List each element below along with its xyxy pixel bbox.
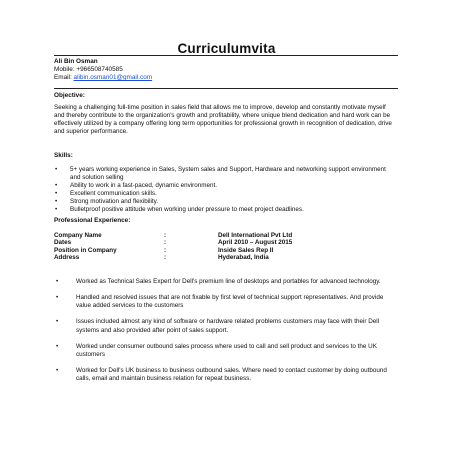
duty-text: Worked under consumer outbound sales process where used to call and sell product and services to the UK customers <box>76 342 377 358</box>
bullet-icon: • <box>55 182 58 190</box>
experience-details <box>54 232 398 261</box>
separator: : <box>164 253 167 261</box>
title-divider <box>54 55 398 56</box>
skill-text: Ability to work in a fast-paced, dynamic environment. <box>70 182 217 190</box>
bullet-icon: • <box>56 342 59 350</box>
duty-text: Worked for Dell's UK business to business outbound sales. Where need to contact customer by doing outbound calls, email and maintain business relation for repeat business. <box>76 367 387 383</box>
duty-item <box>54 367 398 383</box>
skill-item <box>54 198 398 206</box>
bullet-icon: • <box>56 294 59 302</box>
duty-text: Handled and resolved issues that are not fixable by first level of technical support representatives. And provide value added services to the customers <box>76 294 384 310</box>
contact-email-line <box>54 74 152 82</box>
experience-heading: Professional Experience: <box>54 217 131 224</box>
skill-item <box>54 182 398 190</box>
skill-item <box>54 190 398 198</box>
email-label: Email: <box>54 74 74 81</box>
skills-heading: Skills: <box>54 152 73 159</box>
separator: : <box>164 232 167 239</box>
company-name-value: Dell International Pvt Ltd <box>218 232 293 239</box>
position-label: Position in Company <box>54 246 117 254</box>
bullet-icon: • <box>55 206 58 214</box>
contact-divider <box>54 88 398 89</box>
duty-item <box>54 318 398 334</box>
objective-text: Seeking a challenging full-time position in sales field that allows me to improve, develop and constantly motivate myself and thereby contribute to the organization's growth and profitability, where unique blend dedication and hard work can be effectively utilized by a company offering long term opportunities for professional growth in recognition of dedication, drive and superior performance. <box>54 104 392 136</box>
experience-row <box>54 239 398 246</box>
experience-row <box>54 232 398 239</box>
experience-row <box>54 247 398 254</box>
address-value: Hyderabad, India <box>218 253 269 261</box>
duty-item <box>54 343 398 359</box>
email-link[interactable]: alibin.osman01@gmail.com <box>73 74 153 81</box>
position-value: Inside Sales Rep II <box>218 246 274 254</box>
experience-row <box>54 254 398 261</box>
bullet-icon: • <box>55 166 58 173</box>
skill-item <box>54 206 398 214</box>
skill-text: Bulletproof positive attitude when working under pressure to meet project deadlines. <box>70 206 304 214</box>
duty-text: Worked as Technical Sales Expert for Dell's premium line of desktops and portables for advanced technology. <box>76 278 381 285</box>
contact-name: Ali Bin Osman <box>54 58 98 65</box>
separator: : <box>164 246 167 254</box>
document-title: Curriculumvita <box>177 41 276 56</box>
dates-value: April 2010 – August 2015 <box>218 239 293 247</box>
dates-label: Dates <box>54 239 72 247</box>
contact-mobile: Mobile: +966508740585 <box>54 66 123 73</box>
duty-item <box>54 278 398 286</box>
company-name-label: Company Name <box>54 232 102 239</box>
separator: : <box>164 239 167 247</box>
duties-list <box>54 278 398 391</box>
skills-list <box>54 166 398 215</box>
address-label: Address <box>54 253 80 261</box>
bullet-icon: • <box>55 190 58 198</box>
skill-item <box>54 166 398 182</box>
duty-item <box>54 294 398 310</box>
bullet-icon: • <box>56 367 59 375</box>
duty-text: Issues included almost any kind of software or hardware related problems customers may face with their Dell systems and also provided after point of sales support. <box>76 318 380 334</box>
bullet-icon: • <box>56 318 59 326</box>
skill-text: 5+ years working experience in Sales, System sales and Support, Hardware and networking support environment and solution selling <box>70 166 386 182</box>
bullet-icon: • <box>55 198 58 206</box>
skill-text: Strong motivation and flexibility. <box>70 198 159 206</box>
objective-heading: Objective: <box>54 92 85 99</box>
skill-text: Excellent communication skills. <box>70 190 157 198</box>
bullet-icon: • <box>56 278 59 285</box>
